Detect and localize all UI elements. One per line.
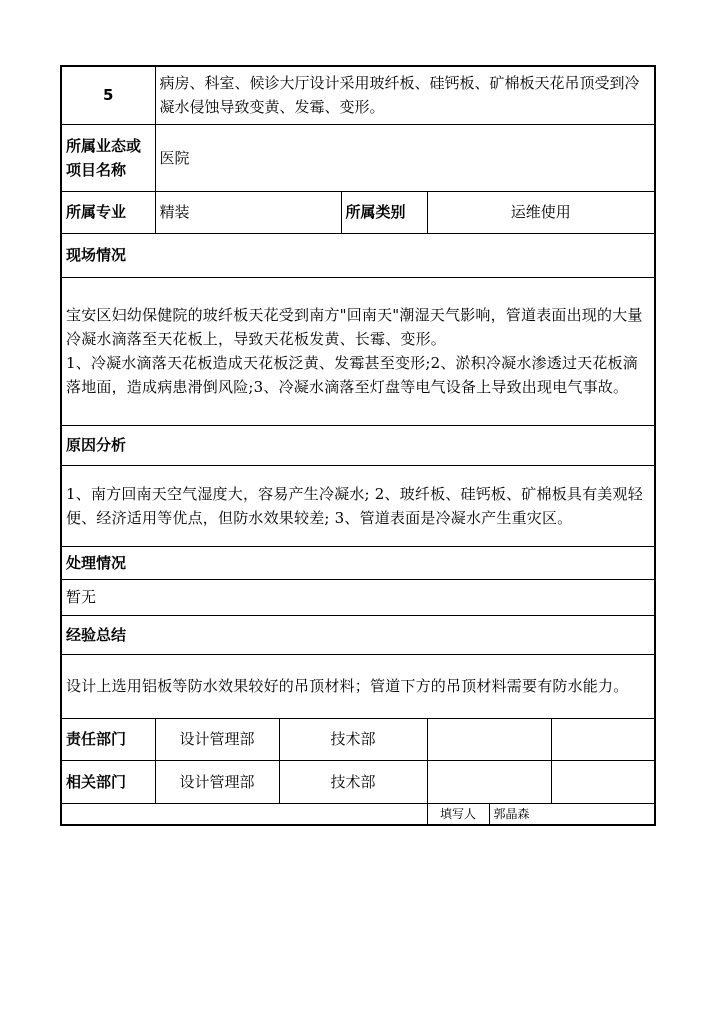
case-number: 5 bbox=[61, 66, 155, 124]
responsible-dept-1: 设计管理部 bbox=[155, 718, 279, 760]
summary-text: 设计上选用铝板等防水效果较好的吊顶材料；管道下方的吊顶材料需要有防水能力。 bbox=[61, 654, 655, 718]
responsible-dept-2: 技术部 bbox=[279, 718, 427, 760]
site-text-row bbox=[61, 277, 655, 425]
related-dept-2: 技术部 bbox=[279, 760, 427, 803]
cause-text: 1、南方回南天空气湿度大，容易产生冷凝水; 2、玻纤板、硅钙板、矿棉板具有美观轻便、经济适用等优点，但防水效果较差; 3、管道表面是冷凝水产生重灾区。 bbox=[61, 465, 655, 546]
handling-text: 暂无 bbox=[61, 579, 655, 615]
category-label: 所属类别 bbox=[341, 191, 427, 233]
responsible-empty-2 bbox=[551, 718, 655, 760]
footer-row bbox=[61, 803, 655, 825]
related-dept-1: 设计管理部 bbox=[155, 760, 279, 803]
filler-label: 填写人 bbox=[427, 803, 489, 825]
responsible-label: 责任部门 bbox=[61, 718, 155, 760]
summary-text-row bbox=[61, 654, 655, 718]
responsible-row bbox=[61, 718, 655, 760]
site-label: 现场情况 bbox=[61, 233, 655, 277]
specialty-value: 精装 bbox=[155, 191, 341, 233]
related-empty-1 bbox=[427, 760, 551, 803]
footer-blank bbox=[61, 803, 427, 825]
business-row bbox=[61, 124, 655, 191]
handling-label-row bbox=[61, 546, 655, 579]
site-text: 宝安区妇幼保健院的玻纤板天花受到南方"回南天"潮湿天气影响，管道表面出现的大量冷凝水滴落至天花板上，导致天花板发黄、长霉、变形。 1、冷凝水滴落天花板造成天花板泛黄、发霉甚至变形;2、淤积冷凝水渗透过天花板滴落地面，造成病患滑倒风险;3、冷凝水滴落至灯盘等电气设备上导致出现电气事故。 bbox=[61, 277, 655, 425]
related-row bbox=[61, 760, 655, 803]
case-title: 病房、科室、候诊大厅设计采用玻纤板、硅钙板、矿棉板天花吊顶受到冷凝水侵蚀导致变黄、发霉、变形。 bbox=[155, 66, 655, 124]
handling-label: 处理情况 bbox=[61, 546, 655, 579]
category-value: 运维使用 bbox=[427, 191, 655, 233]
related-empty-2 bbox=[551, 760, 655, 803]
summary-label-row bbox=[61, 615, 655, 654]
business-label: 所属业态或项目名称 bbox=[61, 124, 155, 191]
case-header-row bbox=[61, 66, 655, 124]
cause-label-row bbox=[61, 425, 655, 465]
handling-text-row bbox=[61, 579, 655, 615]
case-record-table bbox=[60, 65, 656, 826]
summary-label: 经验总结 bbox=[61, 615, 655, 654]
cause-label: 原因分析 bbox=[61, 425, 655, 465]
cause-text-row bbox=[61, 465, 655, 546]
filler-name: 郭晶森 bbox=[489, 803, 655, 825]
responsible-empty-1 bbox=[427, 718, 551, 760]
specialty-label: 所属专业 bbox=[61, 191, 155, 233]
related-label: 相关部门 bbox=[61, 760, 155, 803]
business-value: 医院 bbox=[155, 124, 655, 191]
site-label-row bbox=[61, 233, 655, 277]
specialty-row bbox=[61, 191, 655, 233]
